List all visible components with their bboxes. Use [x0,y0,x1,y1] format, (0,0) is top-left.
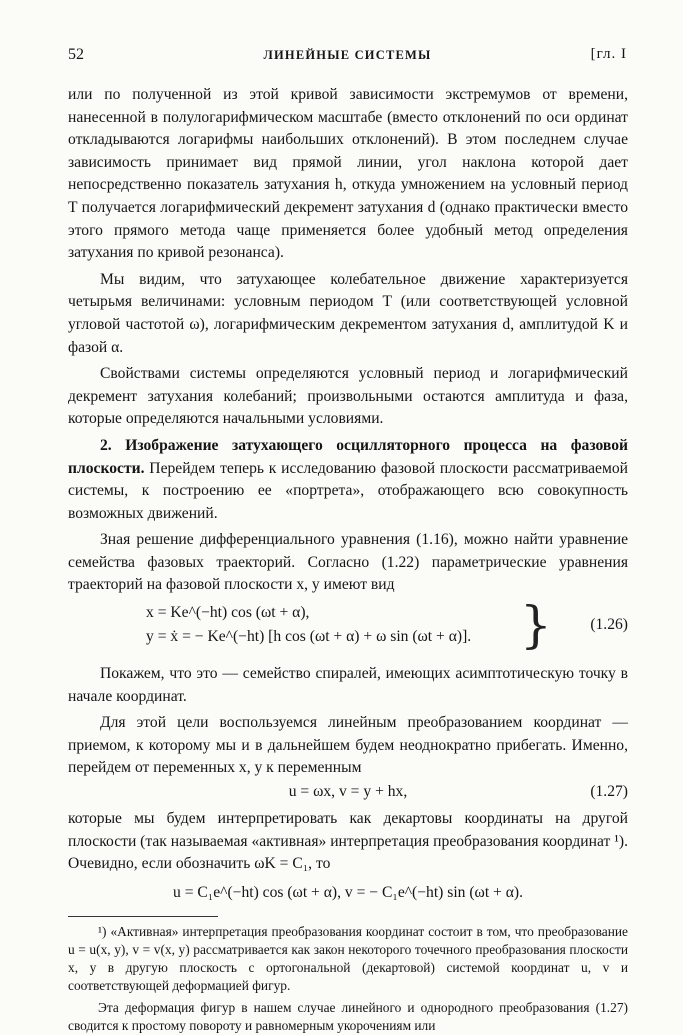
footnote-1: ¹) «Активная» интерпретация преобразования координат состоит в том, что преобразование u = u(x, y), v = v(x, y) рассматривается как закон некоторого точечного преобразования плоскости x, y в другую плоскость с ортогональной (декартовой) системой координат u, v и соответствующей деформацией фигур. [68,923,628,994]
equation-1-27 [68,780,628,808]
paragraph-1: или по полученной из этой кривой зависимости экстремумов от времени, нанесенной в полулогарифмическом масштабе (вместо отклонений по оси ординат откладываются логарифмы наибольших отклонений). В этом последнем случае зависимость принимает вид прямой линии, угол наклона которой дает непосредственно показатель затухания h, откуда умножением на условный период T получается логарифмический декремент затухания d (однако практически вместо этого прямого метода чаще применяется более удобный метод определения затухания по кривой резонанса). [68,86,628,262]
chapter-label: [гл. I [590,46,627,62]
equation-1-26-line-2: y = ẋ = − Ke^(−ht) [h cos (ωt + α) + ω sin (ωt + α)]. [146,628,472,646]
running-title: ЛИНЕЙНЫЕ СИСТЕМЫ [263,48,432,62]
section-text: Перейдем теперь к исследованию фазовой плоскости рассматриваемой системы, к построению ее «портрета», отображающего всю совокупность возможных движений. [68,459,628,522]
equation-uv: u = C₁e^(−ht) cos (ωt + α), v = − C₁e^(−ht) sin (ωt + α). [173,883,523,901]
right-brace: } [520,596,552,655]
equation-1-27-body: u = ωx, v = y + hx, [288,783,408,801]
paragraph-3: Свойствами системы определяются условный период и логарифмический декремент затухания колебаний; произвольными остаются амплитуда и фаза, которые определяются начальными условиями. [68,365,628,428]
equation-1-27-number: (1.27) [590,783,628,801]
footnote-separator [68,916,218,917]
page-header [68,46,627,70]
footnote-2: Эта деформация фигур в нашем случае линейного и однородного преобразования (1.27) сводится к простому повороту и равномерным укорочениям или [68,999,628,1033]
equation-1-26 [68,596,628,657]
main-text [68,84,628,1035]
page-number: 52 [68,46,84,63]
paragraph-8: которые мы будем интерпретировать как декартовы координаты на другой плоскости (так называемая «активная» интерпретация преобразования координат ¹). Очевидно, если обозначить ωK = C₁, то [68,810,628,873]
paragraph-5: Зная решение дифференциального уравнения (1.16), можно найти уравнение семейства фазовых траекторий. Согласно (1.22) параметрические уравнения траекторий на фазовой плоскости x, y имеют вид [68,531,628,594]
paragraph-7: Для этой цели воспользуемся линейным преобразованием координат — приемом, к которому мы и в дальнейшем будем неоднократно прибегать. Именно, перейдем от переменных x, y к переменным [68,714,628,777]
equation-1-26-line-1: x = Ke^(−ht) cos (ωt + α), [146,604,310,622]
section-2-paragraph [68,435,628,525]
paragraph-6: Покажем, что это — семейство спиралей, имеющих асимптотическую точку в начале координат. [68,665,628,705]
paragraph-2: Мы видим, что затухающее колебательное движение характеризуется четырьмя величинами: условным периодом T (или соответствующей условной угловой частотой ω), логарифмическим декрементом затухания d, амплитудой K и фазой α. [68,270,628,356]
section-title: 2. Изображение затухающего осцилляторного процесса на фазовой плоскости. [68,436,628,477]
equation-1-26-number: (1.26) [590,616,628,634]
